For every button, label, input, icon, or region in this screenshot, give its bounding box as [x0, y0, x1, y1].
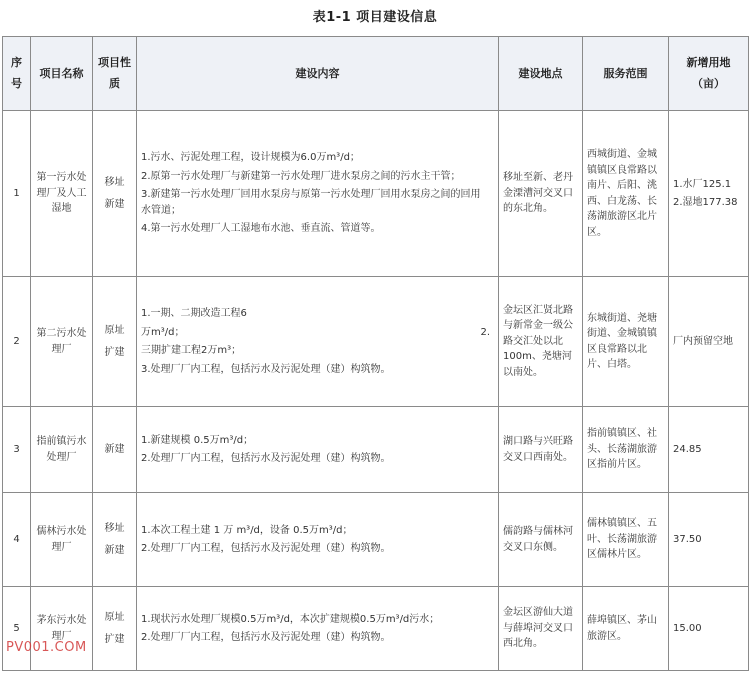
content-line: 三期扩建工程2万m³；	[141, 345, 242, 356]
land-line: 2.湿地177.38	[673, 197, 738, 208]
row-location: 儒韵路与儒林河交叉口东侧。	[499, 493, 583, 587]
table-row	[3, 277, 749, 407]
nature-line: 新建	[104, 198, 125, 210]
nature-line: 原址	[104, 612, 125, 623]
content-line	[141, 325, 490, 341]
content-line: 2.处理厂厂内工程，包括污水及污泥处理（建）构筑物。	[141, 543, 391, 554]
header-seq: 序号	[3, 37, 31, 111]
header-name: 项目名称	[31, 37, 93, 111]
row-land: 37.50	[669, 493, 749, 587]
row-service: 指前镇镇区、社头、长荡湖旅游区指前片区。	[583, 407, 669, 493]
nature-line: 移址	[104, 523, 125, 534]
row-service: 西城街道、金城镇镇区良常路以南片、后阳、洮西、白龙荡、长荡湖旅游区北片区。	[583, 111, 669, 277]
row-content	[137, 587, 499, 671]
row-location: 湖口路与兴旺路交叉口西南处。	[499, 407, 583, 493]
project-info-table	[2, 36, 749, 671]
row-seq: 5	[3, 587, 31, 671]
content-line: 1.现状污水处理厂规模0.5万m³/d，本次扩建规模0.5万m³/d污水；	[141, 613, 440, 625]
content-line: 1.新建规模 0.5万m³/d；	[141, 434, 254, 446]
content-line: 2.处理厂厂内工程，包括污水及污泥处理（建）构筑物。	[141, 453, 391, 464]
header-content: 建设内容	[137, 37, 499, 111]
content-line: 2.处理厂厂内工程，包括污水及污泥处理（建）构筑物。	[141, 632, 391, 643]
row-project-name: 第一污水处理厂及人工湿地	[31, 111, 93, 277]
row-seq: 3	[3, 407, 31, 493]
table-row	[3, 493, 749, 587]
row-seq: 1	[3, 111, 31, 277]
land-line: 1.水厂125.1	[673, 178, 732, 190]
row-land: 15.00	[669, 587, 749, 671]
row-land	[669, 111, 749, 277]
row-service: 薛埠镇区、茅山旅游区。	[583, 587, 669, 671]
table-row	[3, 407, 749, 493]
content-note: 2.	[480, 326, 490, 338]
row-project-name: 第二污水处理厂	[31, 277, 93, 407]
content-line: 4.第一污水处理厂人工湿地布水池、垂直流、管道等。	[141, 223, 381, 235]
row-service: 儒林镇镇区、五叶、长荡湖旅游区儒林片区。	[583, 493, 669, 587]
row-nature	[93, 493, 137, 587]
content-line-text: 万m³/d；	[141, 326, 185, 338]
row-location: 移址至新、老丹金溧漕河交叉口的东北角。	[499, 111, 583, 277]
content-line: 2.原第一污水处理厂与新建第一污水处理厂进水泵房之间的污水主干管；	[141, 170, 461, 182]
content-line: 1.一期、二期改造工程6	[141, 308, 247, 319]
row-nature	[93, 111, 137, 277]
row-land: 24.85	[669, 407, 749, 493]
row-content	[137, 277, 499, 407]
table-row	[3, 587, 749, 671]
row-nature	[93, 587, 137, 671]
row-seq: 2	[3, 277, 31, 407]
row-seq: 4	[3, 493, 31, 587]
nature-line: 扩建	[104, 346, 125, 358]
table-row	[3, 111, 749, 277]
row-land: 厂内预留空地	[669, 277, 749, 407]
row-content	[137, 111, 499, 277]
nature-line: 新建	[104, 544, 125, 556]
row-service: 东城街道、尧塘街道、金城镇镇区良常路以北片、白塔。	[583, 277, 669, 407]
row-project-name: 指前镇污水处理厂	[31, 407, 93, 493]
row-location: 金坛区游仙大道与薛埠河交叉口西北角。	[499, 587, 583, 671]
header-row	[3, 37, 749, 111]
row-content	[137, 493, 499, 587]
content-line: 1.本次工程土建 1 万 m³/d，设备 0.5万m³/d；	[141, 524, 353, 536]
watermark: PV001.COM	[6, 640, 87, 655]
nature-line: 新建	[104, 443, 125, 455]
nature-line: 扩建	[104, 633, 125, 645]
content-line: 1.污水、污泥处理工程，设计规模为6.0万m³/d；	[141, 152, 360, 164]
row-project-name: 茅东污水处理厂	[31, 587, 93, 671]
nature-line: 原址	[104, 325, 125, 336]
nature-line: 移址	[104, 177, 125, 188]
row-nature	[93, 277, 137, 407]
row-nature	[93, 407, 137, 493]
header-service: 服务范围	[583, 37, 669, 111]
header-location: 建设地点	[499, 37, 583, 111]
row-project-name: 儒林污水处理厂	[31, 493, 93, 587]
row-location: 金坛区汇贤北路与新常金一级公路交汇处以北 100m、尧塘河以南处。	[499, 277, 583, 407]
header-land: 新增用地（亩）	[669, 37, 749, 111]
row-content	[137, 407, 499, 493]
content-line: 3.处理厂厂内工程，包括污水及污泥处理（建）构筑物。	[141, 363, 391, 375]
header-nature: 项目性质	[93, 37, 137, 111]
table-title: 表1-1 项目建设信息	[312, 10, 438, 25]
content-line: 3.新建第一污水处理厂回用水泵房与原第一污水处理厂回用水泵房之间的回用水管道；	[141, 189, 481, 216]
